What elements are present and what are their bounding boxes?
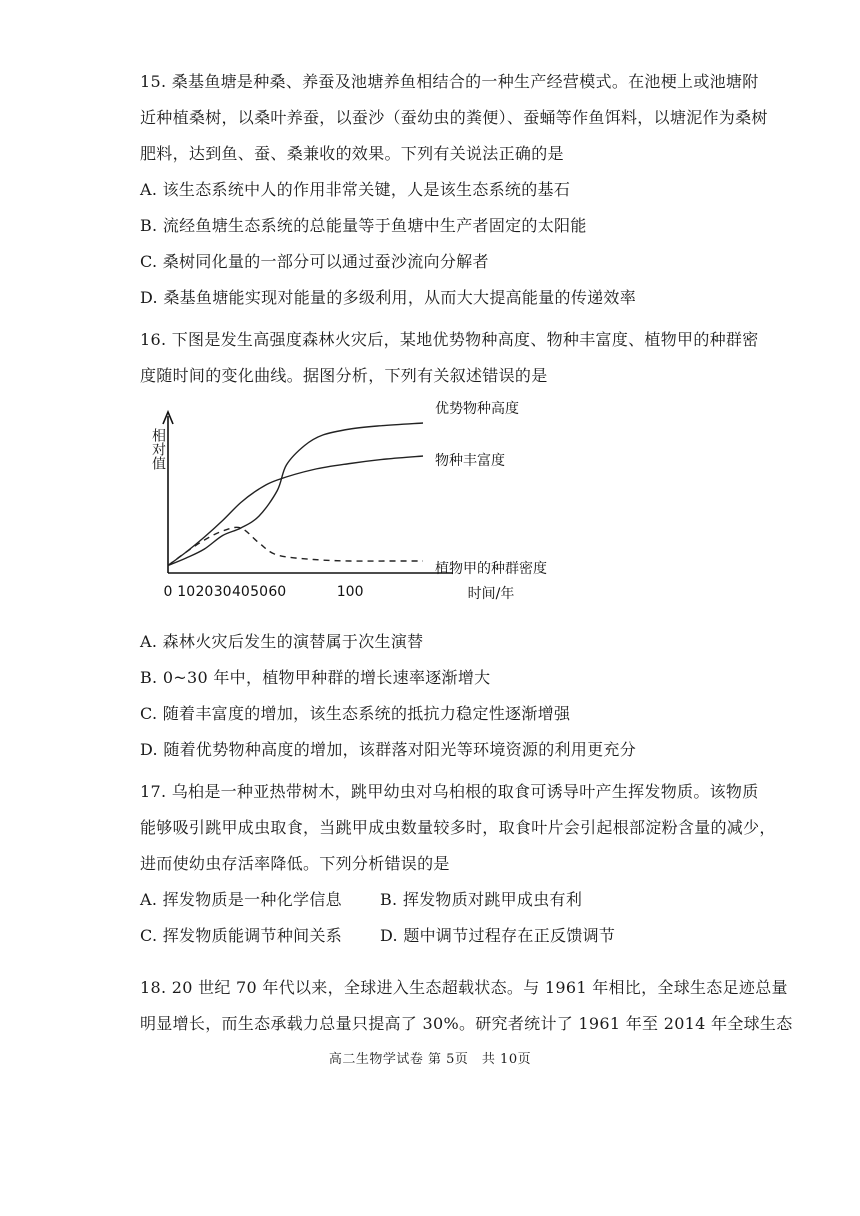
series-label: 优势物种高度 xyxy=(435,401,519,417)
series-line xyxy=(168,527,423,565)
x-tick-label: 50 xyxy=(250,584,268,600)
question-18-line: 18. 20 世纪 70 年代以来，全球进入生态超载状态。与 1961 年相比，全球生态足迹总量 xyxy=(140,978,788,997)
question-17-line: 17. 乌桕是一种亚热带树木，跳甲幼虫对乌桕根的取食可诱导叶产生挥发物质。该物质 xyxy=(140,782,759,801)
question-15-line: 近种植桑树，以桑叶养蚕，以蚕沙（蚕幼虫的粪便）、蚕蛹等作鱼饵料，以塘泥作为桑树 xyxy=(140,108,768,127)
line-chart xyxy=(140,398,560,618)
y-axis-label: 相对值 xyxy=(150,428,166,470)
x-tick-label: 30 xyxy=(213,584,232,600)
x-tick-label: 100 xyxy=(336,584,364,600)
x-tick-label: 0 xyxy=(163,584,173,600)
question-17-option-b: B. 挥发物质对跳甲成虫有利 xyxy=(380,890,583,909)
series-label: 物种丰富度 xyxy=(435,453,505,469)
question-15-option-c: C. 桑树同化量的一部分可以通过蚕沙流向分解者 xyxy=(140,252,489,271)
question-16-line: 度随时间的变化曲线。据图分析，下列有关叙述错误的是 xyxy=(140,366,548,385)
x-tick-label: 20 xyxy=(195,584,214,600)
question-18-line: 明显增长，而生态承载力总量只提高了 30%。研究者统计了 1961 年至 2014 年全球生态 xyxy=(140,1014,793,1033)
x-tick-label: 60 xyxy=(268,584,287,600)
question-15-option-b: B. 流经鱼塘生态系统的总能量等于鱼塘中生产者固定的太阳能 xyxy=(140,216,587,235)
question-17-option-row xyxy=(140,882,820,918)
question-18 xyxy=(140,970,820,1042)
chart-svg xyxy=(140,398,560,618)
question-15-line: 肥料，达到鱼、蚕、桑兼收的效果。下列有关说法正确的是 xyxy=(140,144,564,163)
question-15 xyxy=(140,64,820,316)
question-15-option-d: D. 桑基鱼塘能实现对能量的多级利用，从而大大提高能量的传递效率 xyxy=(140,288,637,307)
question-16-option-d: D. 随着优势物种高度的增加，该群落对阳光等环境资源的利用更充分 xyxy=(140,740,637,759)
x-tick-label: 40 xyxy=(231,584,250,600)
question-16-line: 16. 下图是发生高强度森林火灾后，某地优势物种高度、物种丰富度、植物甲的种群密 xyxy=(140,330,759,349)
question-17-option-row xyxy=(140,918,820,954)
x-tick-label: 10 xyxy=(177,584,196,600)
series-line xyxy=(168,456,423,566)
question-16-option-a: A. 森林火灾后发生的演替属于次生演替 xyxy=(140,632,424,651)
series-label: 植物甲的种群密度 xyxy=(435,561,547,577)
question-15-option-a: A. 该生态系统中人的作用非常关键，人是该生态系统的基石 xyxy=(140,180,571,199)
question-15-line: 15. 桑基鱼塘是种桑、养蚕及池塘养鱼相结合的一种生产经营模式。在池梗上或池塘附 xyxy=(140,72,759,91)
question-16-option-c: C. 随着丰富度的增加，该生态系统的抵抗力稳定性逐渐增强 xyxy=(140,704,571,723)
series-line xyxy=(168,423,423,566)
page-footer: 高二生物学试卷 第 5页 共 10页 xyxy=(328,1052,532,1067)
question-17-line: 进而使幼虫存活率降低。下列分析错误的是 xyxy=(140,854,450,873)
x-axis-label: 时间/年 xyxy=(467,586,515,602)
question-17-option-a: A. 挥发物质是一种化学信息 xyxy=(140,890,342,909)
question-16 xyxy=(140,322,820,394)
question-17-option-d: D. 题中调节过程存在正反馈调节 xyxy=(380,926,616,945)
question-16-options xyxy=(140,624,820,768)
question-17 xyxy=(140,774,820,954)
question-17-line: 能够吸引跳甲成虫取食，当跳甲成虫数量较多时，取食叶片会引起根部淀粉含量的减少， xyxy=(140,818,776,837)
question-17-option-c: C. 挥发物质能调节种间关系 xyxy=(140,926,343,945)
question-16-option-b: B. 0~30 年中，植物甲种群的增长速率逐渐增大 xyxy=(140,668,491,687)
